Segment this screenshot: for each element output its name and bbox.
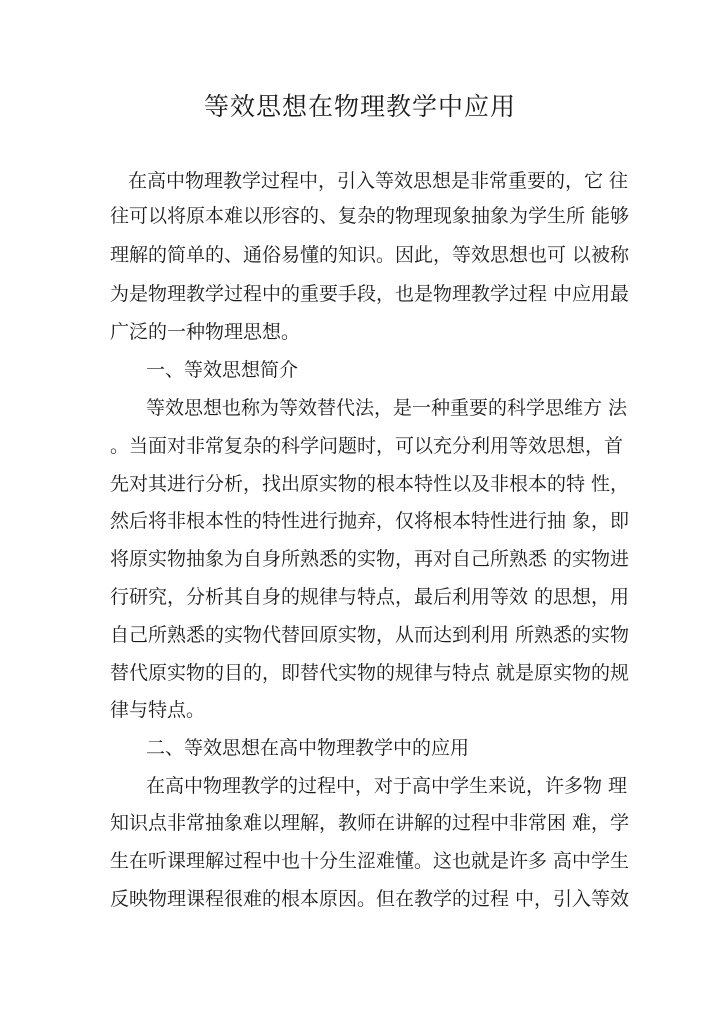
section-heading: 二、等效思想在高中物理教学中的应用	[146, 737, 470, 759]
paragraph-line: 知识点非常抽象难以理解，教师在讲解的过程中非常困 难，学	[110, 812, 630, 834]
paragraph-line: 替代原实物的目的，即替代实物的规律与特点 就是原实物的规	[110, 662, 630, 684]
paragraph-line: 律与特点。	[110, 699, 206, 721]
intro-line: 在高中物理教学过程中，引入等效思想是非常重要的，它 往	[128, 170, 629, 192]
paragraph-line: 将原实物抽象为自身所熟悉的实物，再对自己所熟悉 的实物进	[110, 548, 630, 570]
intro-line: 广泛的一种物理思想。	[110, 321, 301, 343]
paragraph-line: 在高中物理教学的过程中，对于高中学生来说，许多物 理	[146, 775, 628, 797]
paragraph-line: 自己所熟悉的实物代替回原实物，从而达到利用 所熟悉的实物	[110, 624, 630, 646]
intro-line: 理解的简单的、通俗易懂的知识。因此，等效思想也可 以被称	[110, 244, 630, 266]
paragraph-line: 生在听课理解过程中也十分生涩难懂。这也就是许多 高中学生	[110, 850, 630, 872]
paragraph-line: 先对其进行分析，找出原实物的根本特性以及非根本的特 性，	[110, 473, 630, 495]
paragraph-line: 行研究，分析其自身的规律与特点，最后利用等效 的思想，用	[110, 586, 630, 608]
intro-line: 为是物理教学过程中的重要手段，也是物理教学过程 中应用最	[110, 283, 630, 305]
paragraph-line: 反映物理课程很难的根本原因。但在教学的过程 中，引入等效	[110, 888, 630, 910]
paragraph-line: 。当面对非常复杂的科学问题时，可以充分利用等效思想，首	[110, 435, 624, 457]
document-title: 等效思想在物理教学中应用	[203, 92, 516, 121]
paragraph-line: 等效思想也称为等效替代法，是一种重要的科学思维方 法	[146, 397, 628, 419]
paragraph-line: 然后将非根本性的特性进行抛弃，仅将根本特性进行抽 象，即	[110, 510, 630, 532]
section-heading: 一、等效思想简介	[146, 359, 299, 381]
intro-line: 往可以将原本难以形容的、复杂的物理现象抽象为学生所 能够	[110, 205, 630, 227]
